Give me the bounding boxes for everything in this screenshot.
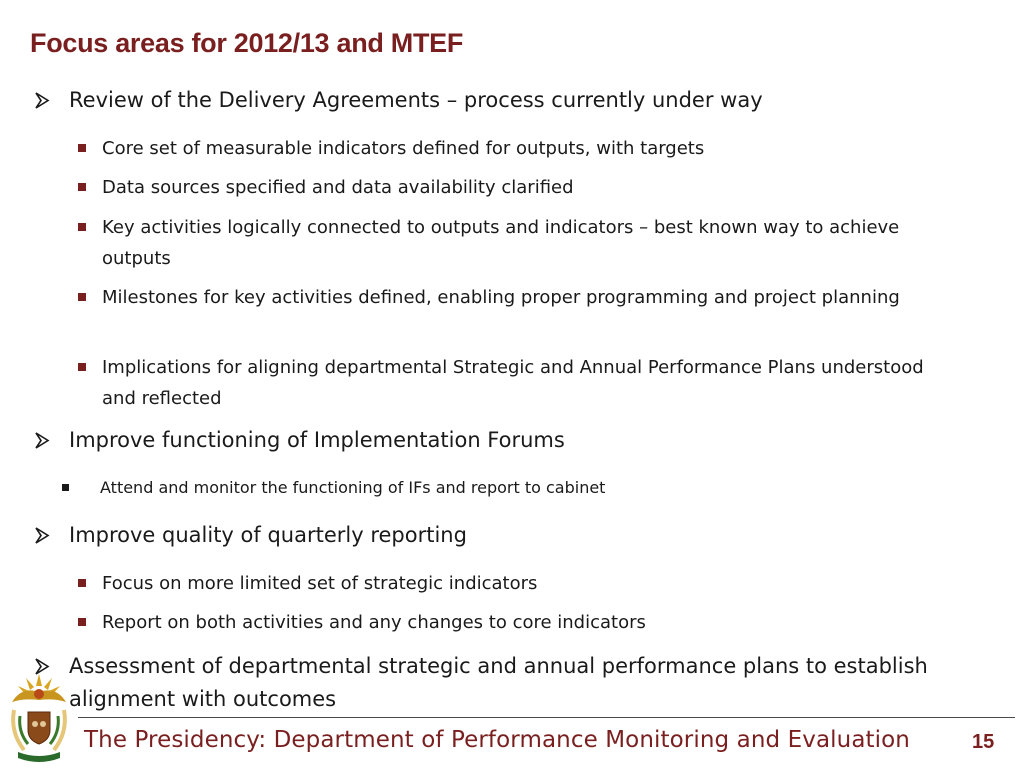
list-item (78, 353, 948, 414)
square-bullet-icon (78, 363, 86, 371)
list-item-text: Attend and monitor the functioning of IFs and report to cabinet (100, 478, 606, 497)
list-item-text: Focus on more limited set of strategic indicators (102, 573, 538, 594)
section-heading-assessment (34, 650, 934, 716)
list-item (78, 569, 948, 600)
arrow-bullet-icon (34, 519, 54, 552)
page-number: 15 (972, 731, 995, 753)
slide-title: Focus areas for 2012/13 and MTEF (30, 28, 464, 58)
section-heading-text: Assessment of departmental strategic and annual performance plans to establish alignment with outcomes (69, 654, 928, 711)
list-item (62, 473, 932, 504)
section-heading-text: Improve functioning of Implementation Forums (69, 428, 565, 452)
footer-organization: The Presidency: Department of Performance Monitoring and Evaluation (84, 727, 910, 753)
list-item (78, 283, 948, 314)
list-item-text: Implications for aligning departmental Strategic and Annual Performance Plans understood and reflected (102, 357, 924, 409)
square-bullet-icon (78, 183, 86, 191)
list-item (78, 608, 948, 639)
section-heading-text: Improve quality of quarterly reporting (69, 523, 467, 547)
square-bullet-icon (78, 223, 86, 231)
list-item (78, 213, 948, 274)
square-bullet-icon (62, 484, 69, 491)
section-heading-quarterly-reporting (34, 519, 934, 552)
section-heading-delivery-agreements (34, 84, 934, 117)
arrow-bullet-icon (34, 84, 54, 117)
section-heading-text: Review of the Delivery Agreements – process currently under way (69, 88, 763, 112)
section-heading-implementation-forums (34, 424, 934, 457)
list-item (78, 173, 948, 204)
list-item-text: Key activities logically connected to outputs and indicators – best known way to achieve outputs (102, 217, 900, 269)
list-item-text: Report on both activities and any changes to core indicators (102, 612, 646, 633)
square-bullet-icon (78, 618, 86, 626)
list-item-text: Core set of measurable indicators defined for outputs, with targets (102, 138, 705, 159)
coat-of-arms-logo (4, 672, 74, 766)
list-item-text: Milestones for key activities defined, enabling proper programming and project planning (102, 287, 900, 308)
square-bullet-icon (78, 293, 86, 301)
list-item-text: Data sources specified and data availability clarified (102, 177, 574, 198)
square-bullet-icon (78, 144, 86, 152)
arrow-bullet-icon (34, 424, 54, 457)
footer-divider (78, 717, 1015, 718)
list-item (78, 134, 948, 165)
square-bullet-icon (78, 579, 86, 587)
